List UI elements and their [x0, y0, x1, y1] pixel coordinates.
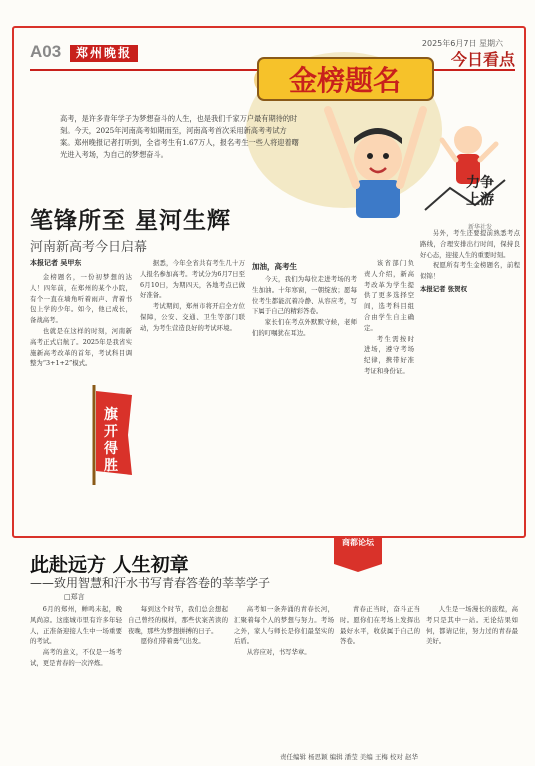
paragraph: 家长们在考点外默默守候，老师们的叮嘱犹在耳边。: [252, 318, 357, 337]
article-column-2: [140, 258, 245, 528]
issue-date: 2025年6月7日 星期六: [421, 39, 503, 48]
paragraph: 考生需按时进场，遵守考场纪律，携带好准考证和身份证。: [364, 334, 414, 375]
paragraph: 青春正当时，奋斗正当时。愿你们在考场上发挥出最好水平，收获属于自己的答卷。: [340, 605, 420, 646]
intro-paragraph: 高考，是许多青年学子为梦想奋斗的人生，也是我们千家万户最有期待的时刻。今天，2025年河南高考如期而至，河南高考首次采用新高考考试方案。郑州晚报记者打听到，全省考生有1.67万人，报名考生一些人将迎着曙光进入考场，为自己的梦想奋斗。: [60, 114, 299, 159]
bottom-column-3: [234, 604, 334, 746]
article-column-3: [252, 258, 357, 528]
main-subheadline: 河南新高考今日启幕: [30, 240, 148, 255]
bottom-column-2: [128, 604, 228, 746]
paragraph: 从容应对，书写华章。: [246, 648, 311, 657]
bottom-column-5: [426, 604, 518, 746]
paragraph: 另外，考生还要提前熟悉考点路线，合理安排出行时间，保持良好心态，迎接人生的重要时刻。: [420, 229, 520, 259]
paragraph: 祝愿所有考生金榜题名，前程似锦！: [420, 261, 520, 281]
article-column-4: [364, 258, 414, 528]
editor-credits: 责任编辑 杨思颖 编辑 潘莹 美编 王梅 校对 赵华: [280, 753, 418, 761]
paragraph: 据悉，今年全省共有考生几十万人报名参加高考。考试分为6月7日至6月10日，为期四天，各地考点已做好准备。: [140, 259, 245, 300]
paragraph: 也就是在这样的时刻，河南新高考正式启航了。2025年是我省实施新高考改革的首年，考试科目调整为“3+1+2”模式。: [30, 326, 132, 368]
paragraph: 6月的郑州，蝉鸣未起，晚风尚凉。这座城市里有许多年轻人，正准备迎接人生中一场重要的考试。: [30, 605, 122, 646]
article-column-5: [420, 228, 520, 528]
page-number: A03: [30, 42, 62, 61]
bottom-column-1: [30, 604, 122, 746]
image-credit: 新华社发: [468, 224, 493, 231]
paragraph: 每到这个时节，我们总会想起自己曾经的模样，那些伏案苦读的夜晚，那些为梦想拼搏的日子。: [128, 605, 228, 635]
bottom-subheadline: ——致用智慧和汗水书写青春答卷的莘莘学子: [30, 576, 271, 590]
paper-logo: 郑州晚报: [70, 45, 138, 62]
paragraph: 今天，我们为每位走进考场的考生加油。十年寒窗，一朝绽放；愿每位考生都能沉着冷静、从容应考，写下属于自己的精彩答卷。: [252, 275, 357, 316]
paragraph: 人生是一场漫长的旅程，高考只是其中一站。无论结果如何，都请记住，努力过的青春最美好。: [426, 605, 518, 646]
article-author: 本报记者 张贺权: [420, 284, 467, 293]
bottom-byline: □郑言: [64, 593, 85, 601]
paragraph: 考试期间，郑州市将开启全方位保障，公安、交通、卫生等部门联动，为考生营造良好的考试环境。: [140, 302, 245, 332]
paragraph: 金榜题名，一份初梦想的达人！四年前，在郑州的某个小院，有个一直在墙角听着雨声、背着书包上学的少年。如今，他已成长，备战高考。: [30, 273, 132, 325]
section-subtitle: 加油，高考生: [252, 262, 297, 271]
paragraph: 高考如一条奔涌的青春长河，汇聚着每个人的梦想与努力。考场之外，家人与师长是你们最坚实的后盾。: [234, 605, 334, 646]
slogan-text: 力争上游: [466, 175, 494, 208]
paragraph: 愿你们带着勇气出发。: [140, 637, 205, 646]
banner-text: 旗开得胜: [104, 407, 118, 474]
climbing-illustration: [420, 110, 515, 230]
bottom-headline: 此赴远方 人生初章: [30, 554, 189, 576]
main-headline: 笔锋所至 星河生辉: [30, 207, 232, 234]
paragraph: 该省部门负责人介绍，新高考改革为学生提供了更多选择空间，选考科目组合由学生自主确定。: [364, 259, 414, 332]
article-byline: 本报记者 吴甲东: [30, 259, 82, 267]
section-title: 今日看点: [450, 50, 515, 69]
bottom-column-4: [340, 604, 420, 746]
paragraph: 高考的意义，不仅是一场考试，更是青春的一次淬炼。: [30, 648, 122, 667]
forum-badge-text: 商都论坛: [342, 538, 374, 547]
sign-text: 金榜题名: [288, 64, 402, 97]
student-figure: [354, 134, 402, 182]
